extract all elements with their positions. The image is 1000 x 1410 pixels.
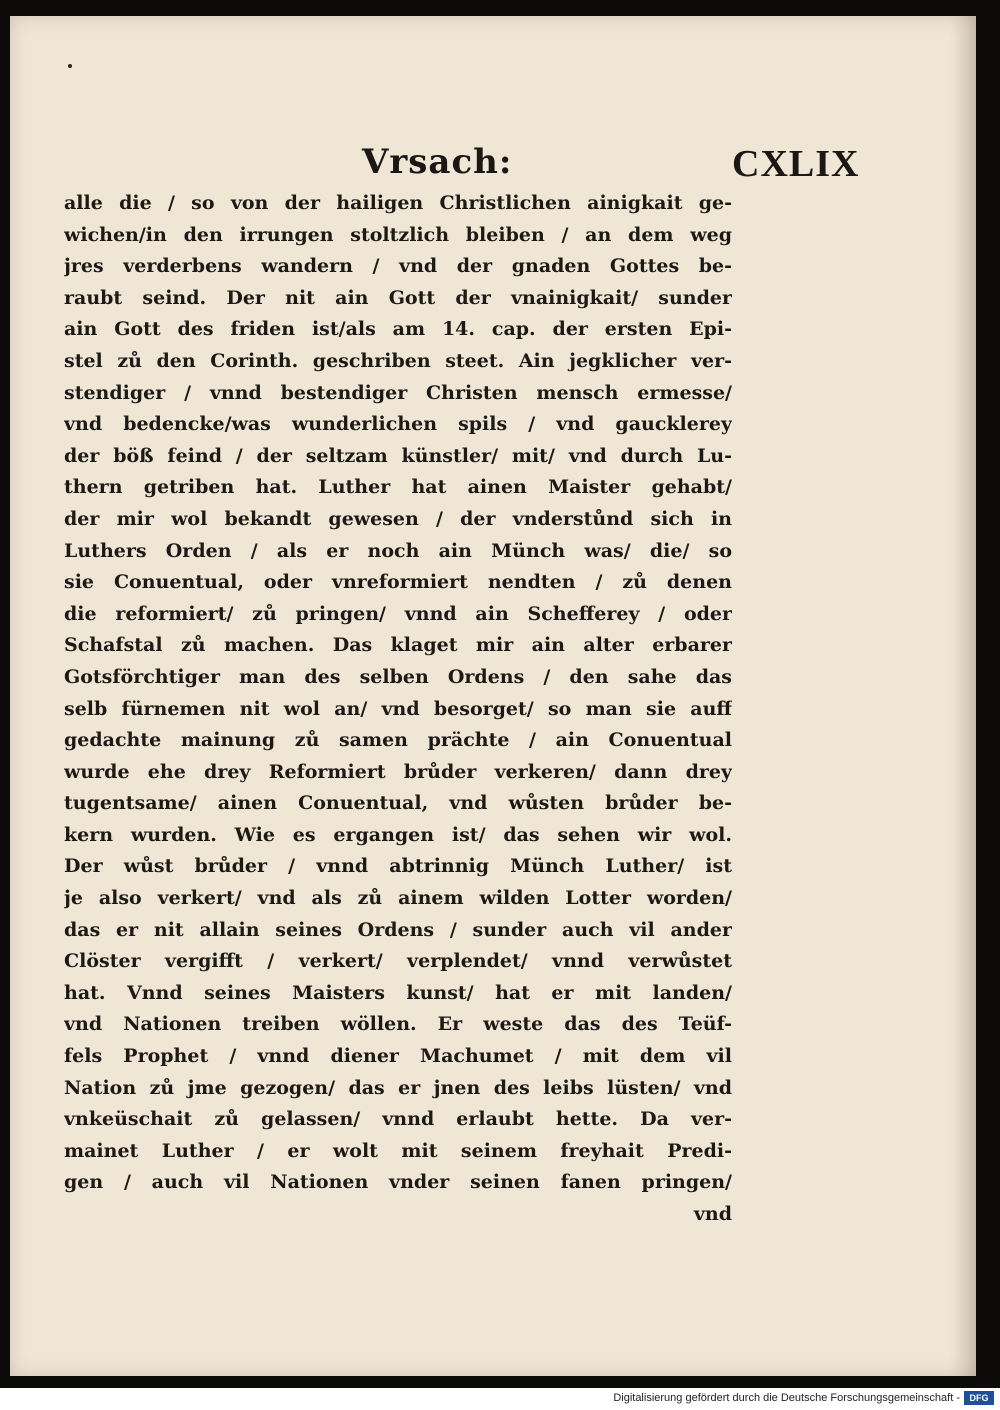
- text-line: Nation zů jme gezogen/ das er jnen des leibs lüsten/ vnd: [64, 1076, 732, 1099]
- text-line: mainet Luther / er wolt mit seinem freyhait Predi-: [64, 1139, 732, 1162]
- text-line: gen / auch vil Nationen vnder seinen fanen pringen/: [64, 1171, 732, 1194]
- text-line: Schafstal zů machen. Das klaget mir ain alter erbarer: [64, 634, 732, 657]
- text-line: der mir wol bekandt gewesen / der vnderstůnd sich in: [64, 507, 732, 530]
- text-line: die reformiert/ zů pringen/ vnnd ain Schefferey / oder: [64, 602, 732, 625]
- text-line: stendiger / vnnd bestendiger Christen mensch ermesse/: [64, 381, 732, 404]
- text-line: ain Gott des friden ist/als am 14. cap. der ersten Epi-: [64, 318, 732, 341]
- book-page: [10, 16, 976, 1376]
- text-line: je also verkert/ vnd als zů ainem wilden Lotter worden/: [64, 887, 732, 910]
- running-head: Vrsach:: [362, 142, 513, 182]
- text-line: fels Prophet / vnnd diener Machumet / mit dem vil: [64, 1045, 732, 1068]
- text-line: vnd bedencke/was wunderlichen spils / vnd gaucklerey: [64, 413, 732, 436]
- text-line: alle die / so von der hailigen Christlichen ainigkait ge-: [64, 192, 732, 214]
- text-line: sie Conuentual, oder vnreformiert nendten / zů denen: [64, 571, 732, 594]
- text-line: Luthers Orden / als er noch ain Münch was/ die/ so: [64, 539, 732, 562]
- text-line: thern getriben hat. Luther hat ainen Maister gehabt/: [64, 476, 732, 499]
- text-line: tugentsame/ ainen Conuentual, vnd wůsten brůder be-: [64, 792, 732, 815]
- body-text: [64, 188, 732, 1231]
- dfg-logo: DFG: [964, 1391, 994, 1405]
- ink-speck: [68, 64, 72, 68]
- text-line: Clöster vergifft / verkert/ verplendet/ vnnd verwůstet: [64, 950, 732, 973]
- page-gutter-shadow: [950, 16, 976, 1376]
- text-line: raubt seind. Der nit ain Gott der vnainigkait/ sunder: [64, 286, 732, 309]
- text-line: Der wůst brůder / vnnd abtrinnig Münch Luther/ ist: [64, 855, 732, 878]
- page-header: [10, 142, 976, 192]
- footer-credit: Digitalisierung gefördert durch die Deutsche Forschungsgemeinschaft -: [613, 1392, 960, 1404]
- text-line: gedachte mainung zů samen prächte / ain Conuentual: [64, 729, 732, 752]
- text-line: kern wurden. Wie es ergangen ist/ das sehen wir wol.: [64, 823, 732, 846]
- text-line: Gotsförchtiger man des selben Ordens / den sahe das: [64, 665, 732, 688]
- text-line: vnkeüschait zů gelassen/ vnnd erlaubt hette. Da ver-: [64, 1108, 732, 1131]
- text-line: stel zů den Corinth. geschriben steet. Ain jegklicher ver-: [64, 349, 732, 372]
- text-line: vnd: [693, 1203, 732, 1225]
- text-line: das er nit allain seines Ordens / sunder auch vil ander: [64, 918, 732, 941]
- text-line: selb fürnemen nit wol an/ vnd besorget/ so man sie auff: [64, 697, 732, 720]
- digitization-footer: [0, 1388, 1000, 1410]
- text-line: der böß feind / der seltzam künstler/ mit/ vnd durch Lu-: [64, 444, 732, 467]
- text-line: vnd Nationen treiben wöllen. Er weste das des Teüf-: [64, 1013, 732, 1036]
- text-line: jres verderbens wandern / vnd der gnaden Gottes be-: [64, 255, 732, 278]
- folio-number: CXLIX: [732, 143, 860, 185]
- text-line: hat. Vnnd seines Maisters kunst/ hat er mit landen/: [64, 981, 732, 1004]
- text-line: wurde ehe drey Reformiert brůder verkeren/ dann drey: [64, 760, 732, 783]
- text-line: wichen/in den irrungen stoltzlich bleiben / an dem weg: [64, 223, 732, 246]
